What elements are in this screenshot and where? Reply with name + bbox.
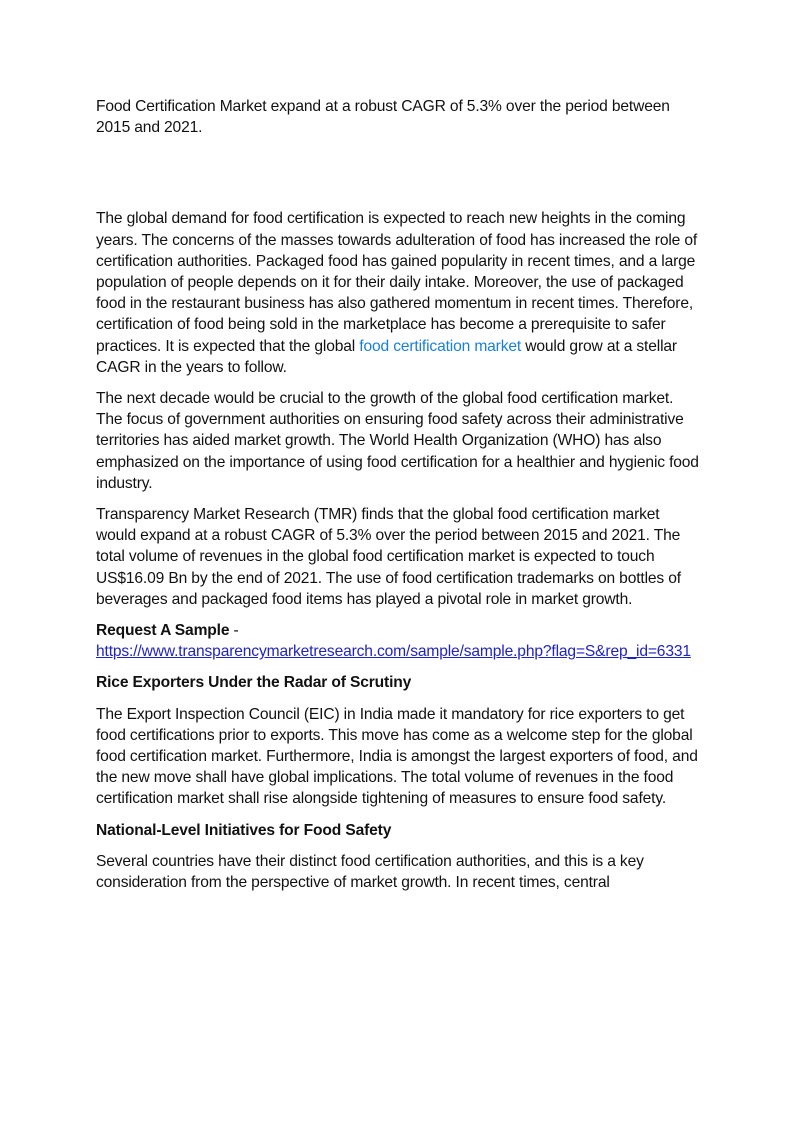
intro-text: Food Certification Market expand at a robust CAGR of 5.3% over the period between 2015 and 2021.: [96, 98, 670, 137]
paragraph-national-initiatives: Several countries have their distinct food certification authorities, and this is a key consideration from the perspective of market growth. In recent times, central: [96, 852, 644, 892]
request-sample-separator: -: [229, 622, 239, 640]
section-heading-rice-exporters: Rice Exporters Under the Radar of Scrutiny: [96, 674, 412, 692]
paragraph-global-demand: [96, 208, 700, 378]
paragraph-text: would grow at a stellar CAGR in the years to follow.: [96, 337, 677, 376]
paragraph-next-decade: The next decade would be crucial to the growth of the global food certification market. The focus of government authorities on ensuring food safety across their administrative territories has aided market growth. The World Health Organization (WHO) has also emphasized on the importance of using food certification for a healthier and hygienic food industry.: [96, 390, 699, 492]
request-sample-label: Request A Sample: [96, 622, 230, 640]
paragraph-text: The global demand for food certification is expected to reach new heights in the coming years. The concerns of the masses towards adulteration of food has increased the role of certification authorities. Packaged food has gained popularity in recent times, and a large population of people depends on it for their daily intake. Moreover, the use of packaged food in the restaurant business has also gathered momentum in recent times. Therefore, certification of food being sold in the marketplace has become a prerequisite to safer practices. It is expected that the global: [96, 210, 698, 355]
section-heading-national-initiatives: National-Level Initiatives for Food Safety: [96, 821, 392, 839]
request-sample-block: [96, 620, 700, 662]
paragraph-rice-exporters: The Export Inspection Council (EIC) in India made it mandatory for rice exporters to get food certifications prior to exports. This move has come as a welcome step for the global food certification market. Furthermore, India is amongst the largest exporters of food, and the new move shall have global implications. The total volume of revenues in the food certification market shall rise alongside tightening of measures to ensure food safety.: [96, 705, 698, 808]
request-sample-link[interactable]: https://www.transparencymarketresearch.com/sample/sample.php?flag=S&rep_id=6331: [96, 643, 691, 661]
document-page: [96, 96, 700, 903]
food-certification-market-link[interactable]: food certification market: [359, 337, 522, 355]
paragraph-tmr-findings: Transparency Market Research (TMR) finds that the global food certification market would expand at a robust CAGR of 5.3% over the period between 2015 and 2021. The total volume of revenues in the global food certification market is expected to touch US$16.09 Bn by the end of 2021. The use of food certification trademarks on bottles of beverages and packaged food items has played a pivotal role in market growth.: [96, 506, 681, 608]
